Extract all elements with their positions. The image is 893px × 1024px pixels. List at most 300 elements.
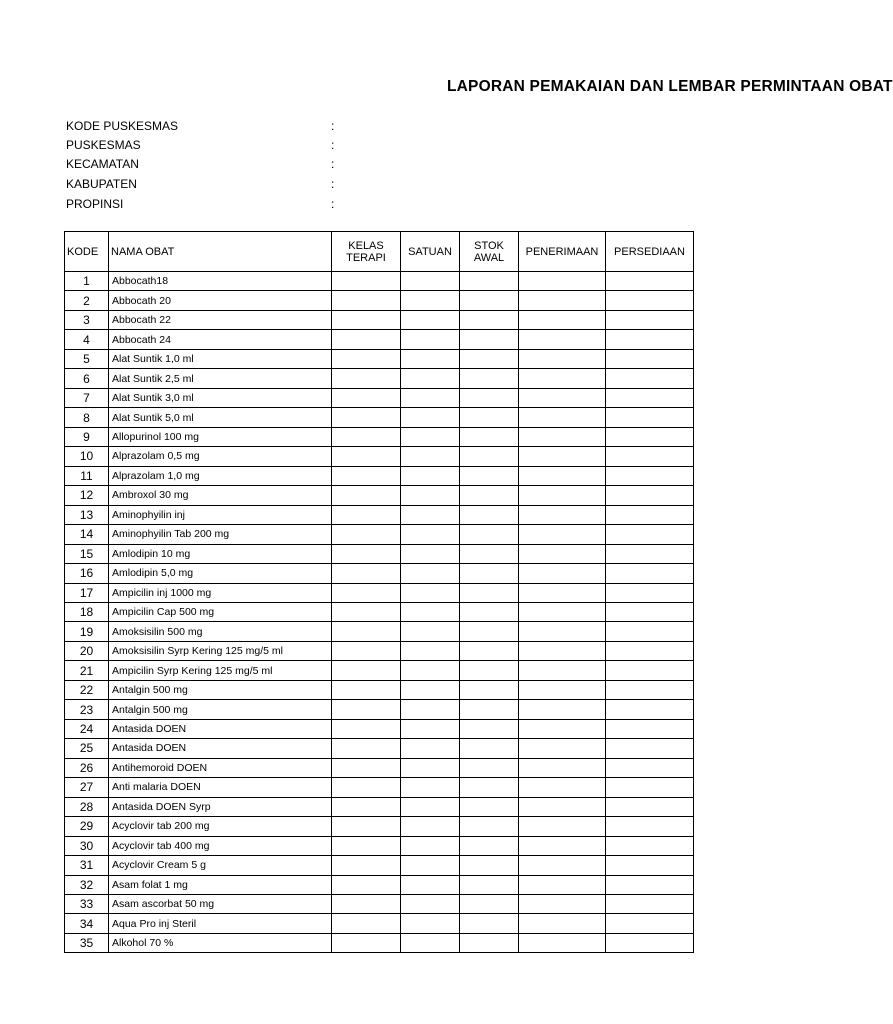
table-row xyxy=(65,466,694,485)
cell-kelas-terapi xyxy=(332,641,401,660)
drug-name-cell: Abbocath 24 xyxy=(109,330,332,349)
drug-name-cell: Anti malaria DOEN xyxy=(109,778,332,797)
cell-stok-awal xyxy=(460,622,519,641)
cell-satuan xyxy=(401,933,460,952)
table-row xyxy=(65,525,694,544)
cell-kelas-terapi xyxy=(332,330,401,349)
cell-kelas-terapi xyxy=(332,447,401,466)
row-number: 30 xyxy=(65,836,109,855)
row-number: 14 xyxy=(65,525,109,544)
cell-penerimaan xyxy=(519,797,606,816)
cell-penerimaan xyxy=(519,758,606,777)
cell-penerimaan xyxy=(519,739,606,758)
cell-penerimaan xyxy=(519,602,606,621)
cell-satuan xyxy=(401,388,460,407)
cell-satuan xyxy=(401,797,460,816)
table-row xyxy=(65,310,694,329)
cell-penerimaan xyxy=(519,447,606,466)
cell-penerimaan xyxy=(519,817,606,836)
cell-persediaan xyxy=(606,525,694,544)
table-row xyxy=(65,583,694,602)
drug-name-cell: Abbocath 20 xyxy=(109,291,332,310)
cell-penerimaan xyxy=(519,486,606,505)
table-row xyxy=(65,856,694,875)
cell-persediaan xyxy=(606,447,694,466)
row-number: 13 xyxy=(65,505,109,524)
cell-persediaan xyxy=(606,797,694,816)
drug-name-cell: Amlodipin 5,0 mg xyxy=(109,564,332,583)
cell-persediaan xyxy=(606,427,694,446)
drug-name-cell: Alprazolam 1,0 mg xyxy=(109,466,332,485)
cell-kelas-terapi xyxy=(332,564,401,583)
drug-name-cell: Acyclovir tab 400 mg xyxy=(109,836,332,855)
table-row xyxy=(65,564,694,583)
row-number: 19 xyxy=(65,622,109,641)
drug-name-cell: Alat Suntik 1,0 ml xyxy=(109,349,332,368)
cell-stok-awal xyxy=(460,895,519,914)
table-row xyxy=(65,369,694,388)
header-kelas-line1: KELAS xyxy=(348,239,384,252)
cell-stok-awal xyxy=(460,544,519,563)
cell-penerimaan xyxy=(519,933,606,952)
row-number: 4 xyxy=(65,330,109,349)
drug-name-cell: Asam folat 1 mg xyxy=(109,875,332,894)
table-row xyxy=(65,505,694,524)
cell-persediaan xyxy=(606,505,694,524)
cell-persediaan xyxy=(606,388,694,407)
cell-kelas-terapi xyxy=(332,544,401,563)
cell-kelas-terapi xyxy=(332,349,401,368)
cell-satuan xyxy=(401,817,460,836)
table-row xyxy=(65,544,694,563)
cell-satuan xyxy=(401,583,460,602)
cell-persediaan xyxy=(606,291,694,310)
cell-persediaan xyxy=(606,583,694,602)
drug-name-cell: Aqua Pro inj Steril xyxy=(109,914,332,933)
table-row xyxy=(65,817,694,836)
cell-persediaan xyxy=(606,895,694,914)
cell-stok-awal xyxy=(460,641,519,660)
cell-penerimaan xyxy=(519,349,606,368)
row-number: 31 xyxy=(65,856,109,875)
cell-stok-awal xyxy=(460,836,519,855)
header-kelas-line2: TERAPI xyxy=(346,251,386,264)
table-row xyxy=(65,602,694,621)
cell-persediaan xyxy=(606,349,694,368)
cell-stok-awal xyxy=(460,856,519,875)
table-row xyxy=(65,797,694,816)
info-colon: : xyxy=(331,157,335,171)
row-number: 26 xyxy=(65,758,109,777)
table-row xyxy=(65,622,694,641)
info-label: KECAMATAN xyxy=(66,157,139,171)
cell-satuan xyxy=(401,758,460,777)
cell-stok-awal xyxy=(460,680,519,699)
drug-name-cell: Antasida DOEN xyxy=(109,719,332,738)
cell-persediaan xyxy=(606,622,694,641)
table-row xyxy=(65,836,694,855)
drug-name-cell: Ampicilin Syrp Kering 125 mg/5 ml xyxy=(109,661,332,680)
report-title: LAPORAN PEMAKAIAN DAN LEMBAR PERMINTAAN OBAT xyxy=(447,78,893,95)
row-number: 21 xyxy=(65,661,109,680)
cell-stok-awal xyxy=(460,817,519,836)
cell-kelas-terapi xyxy=(332,272,401,291)
row-number: 27 xyxy=(65,778,109,797)
cell-satuan xyxy=(401,641,460,660)
drug-name-cell: Antasida DOEN xyxy=(109,739,332,758)
drug-name-cell: Aminophyilin Tab 200 mg xyxy=(109,525,332,544)
row-number: 18 xyxy=(65,602,109,621)
cell-persediaan xyxy=(606,602,694,621)
cell-kelas-terapi xyxy=(332,310,401,329)
row-number: 20 xyxy=(65,641,109,660)
cell-satuan xyxy=(401,856,460,875)
cell-satuan xyxy=(401,739,460,758)
info-row-propinsi xyxy=(66,195,335,213)
cell-stok-awal xyxy=(460,447,519,466)
info-row-kode-puskesmas xyxy=(66,117,335,135)
cell-kelas-terapi xyxy=(332,486,401,505)
cell-satuan xyxy=(401,466,460,485)
table-row xyxy=(65,349,694,368)
info-colon: : xyxy=(331,177,335,191)
header-stok-line1: STOK xyxy=(474,239,504,252)
cell-kelas-terapi xyxy=(332,583,401,602)
cell-stok-awal xyxy=(460,583,519,602)
row-number: 33 xyxy=(65,895,109,914)
info-label: PROPINSI xyxy=(66,197,124,211)
row-number: 12 xyxy=(65,486,109,505)
cell-persediaan xyxy=(606,641,694,660)
cell-persediaan xyxy=(606,700,694,719)
table-row xyxy=(65,914,694,933)
cell-kelas-terapi xyxy=(332,525,401,544)
cell-penerimaan xyxy=(519,700,606,719)
cell-kelas-terapi xyxy=(332,602,401,621)
cell-stok-awal xyxy=(460,486,519,505)
cell-persediaan xyxy=(606,310,694,329)
cell-penerimaan xyxy=(519,836,606,855)
cell-penerimaan xyxy=(519,466,606,485)
table-row xyxy=(65,641,694,660)
cell-penerimaan xyxy=(519,388,606,407)
drug-name-cell: Ampicilin Cap 500 mg xyxy=(109,602,332,621)
cell-satuan xyxy=(401,310,460,329)
cell-kelas-terapi xyxy=(332,622,401,641)
cell-stok-awal xyxy=(460,719,519,738)
row-number: 23 xyxy=(65,700,109,719)
table-header-row xyxy=(65,232,694,272)
cell-penerimaan xyxy=(519,330,606,349)
cell-persediaan xyxy=(606,330,694,349)
row-number: 9 xyxy=(65,427,109,446)
header-satuan: SATUAN xyxy=(401,232,460,272)
row-number: 6 xyxy=(65,369,109,388)
cell-kelas-terapi xyxy=(332,797,401,816)
cell-penerimaan xyxy=(519,641,606,660)
cell-satuan xyxy=(401,330,460,349)
cell-penerimaan xyxy=(519,719,606,738)
cell-penerimaan xyxy=(519,778,606,797)
cell-stok-awal xyxy=(460,388,519,407)
cell-persediaan xyxy=(606,719,694,738)
cell-kelas-terapi xyxy=(332,739,401,758)
drug-name-cell: Alat Suntik 3,0 ml xyxy=(109,388,332,407)
table-row xyxy=(65,719,694,738)
row-number: 15 xyxy=(65,544,109,563)
cell-stok-awal xyxy=(460,797,519,816)
cell-penerimaan xyxy=(519,895,606,914)
cell-kelas-terapi xyxy=(332,408,401,427)
cell-stok-awal xyxy=(460,661,519,680)
cell-kelas-terapi xyxy=(332,875,401,894)
info-row-kabupaten xyxy=(66,175,335,193)
table-row xyxy=(65,427,694,446)
cell-penerimaan xyxy=(519,369,606,388)
cell-stok-awal xyxy=(460,466,519,485)
cell-kelas-terapi xyxy=(332,369,401,388)
drug-name-cell: Alprazolam 0,5 mg xyxy=(109,447,332,466)
cell-persediaan xyxy=(606,856,694,875)
row-number: 1 xyxy=(65,272,109,291)
row-number: 2 xyxy=(65,291,109,310)
cell-satuan xyxy=(401,661,460,680)
cell-satuan xyxy=(401,914,460,933)
cell-stok-awal xyxy=(460,933,519,952)
cell-kelas-terapi xyxy=(332,758,401,777)
header-penerimaan: PENERIMAAN xyxy=(519,232,606,272)
cell-penerimaan xyxy=(519,622,606,641)
table-row xyxy=(65,272,694,291)
table-row xyxy=(65,739,694,758)
cell-satuan xyxy=(401,369,460,388)
drug-name-cell: Allopurinol 100 mg xyxy=(109,427,332,446)
cell-stok-awal xyxy=(460,739,519,758)
cell-persediaan xyxy=(606,817,694,836)
cell-stok-awal xyxy=(460,272,519,291)
header-stok-awal xyxy=(460,232,519,272)
row-number: 11 xyxy=(65,466,109,485)
cell-stok-awal xyxy=(460,310,519,329)
row-number: 10 xyxy=(65,447,109,466)
drug-name-cell: Amoksisilin Syrp Kering 125 mg/5 ml xyxy=(109,641,332,660)
cell-persediaan xyxy=(606,836,694,855)
info-row-puskesmas xyxy=(66,136,335,154)
cell-persediaan xyxy=(606,778,694,797)
row-number: 29 xyxy=(65,817,109,836)
cell-satuan xyxy=(401,719,460,738)
cell-persediaan xyxy=(606,680,694,699)
row-number: 25 xyxy=(65,739,109,758)
table-row xyxy=(65,680,694,699)
cell-stok-awal xyxy=(460,564,519,583)
cell-persediaan xyxy=(606,408,694,427)
header-persediaan: PERSEDIAAN xyxy=(606,232,694,272)
cell-persediaan xyxy=(606,739,694,758)
cell-satuan xyxy=(401,447,460,466)
cell-satuan xyxy=(401,408,460,427)
row-number: 7 xyxy=(65,388,109,407)
row-number: 35 xyxy=(65,933,109,952)
drug-name-cell: Acyclovir Cream 5 g xyxy=(109,856,332,875)
drug-name-cell: Ampicilin inj 1000 mg xyxy=(109,583,332,602)
cell-satuan xyxy=(401,544,460,563)
cell-penerimaan xyxy=(519,408,606,427)
row-number: 3 xyxy=(65,310,109,329)
cell-satuan xyxy=(401,427,460,446)
cell-stok-awal xyxy=(460,427,519,446)
header-kode: KODE xyxy=(65,232,109,272)
cell-kelas-terapi xyxy=(332,933,401,952)
drug-name-cell: Alat Suntik 5,0 ml xyxy=(109,408,332,427)
cell-stok-awal xyxy=(460,291,519,310)
cell-stok-awal xyxy=(460,700,519,719)
cell-penerimaan xyxy=(519,505,606,524)
drug-name-cell: Amlodipin 10 mg xyxy=(109,544,332,563)
cell-persediaan xyxy=(606,564,694,583)
row-number: 5 xyxy=(65,349,109,368)
cell-satuan xyxy=(401,291,460,310)
cell-kelas-terapi xyxy=(332,719,401,738)
cell-kelas-terapi xyxy=(332,895,401,914)
info-colon: : xyxy=(331,197,335,211)
cell-satuan xyxy=(401,349,460,368)
cell-persediaan xyxy=(606,661,694,680)
table-row xyxy=(65,700,694,719)
drug-name-cell: Abbocath18 xyxy=(109,272,332,291)
table-row xyxy=(65,875,694,894)
info-label: KODE PUSKESMAS xyxy=(66,119,179,133)
cell-stok-awal xyxy=(460,778,519,797)
drug-name-cell: Antalgin 500 mg xyxy=(109,700,332,719)
cell-penerimaan xyxy=(519,310,606,329)
drug-name-cell: Acyclovir tab 200 mg xyxy=(109,817,332,836)
cell-penerimaan xyxy=(519,680,606,699)
info-row-kecamatan xyxy=(66,155,335,173)
cell-stok-awal xyxy=(460,330,519,349)
row-number: 34 xyxy=(65,914,109,933)
cell-satuan xyxy=(401,680,460,699)
cell-satuan xyxy=(401,778,460,797)
table-row xyxy=(65,408,694,427)
table-row xyxy=(65,933,694,952)
cell-persediaan xyxy=(606,933,694,952)
cell-persediaan xyxy=(606,486,694,505)
row-number: 8 xyxy=(65,408,109,427)
row-number: 24 xyxy=(65,719,109,738)
cell-persediaan xyxy=(606,875,694,894)
table-row xyxy=(65,447,694,466)
info-colon: : xyxy=(331,119,335,133)
cell-kelas-terapi xyxy=(332,505,401,524)
drug-name-cell: Antasida DOEN Syrp xyxy=(109,797,332,816)
cell-kelas-terapi xyxy=(332,388,401,407)
cell-persediaan xyxy=(606,914,694,933)
cell-kelas-terapi xyxy=(332,836,401,855)
cell-stok-awal xyxy=(460,875,519,894)
drug-name-cell: Alkohol 70 % xyxy=(109,933,332,952)
cell-stok-awal xyxy=(460,914,519,933)
cell-penerimaan xyxy=(519,564,606,583)
cell-penerimaan xyxy=(519,583,606,602)
table-row xyxy=(65,895,694,914)
cell-penerimaan xyxy=(519,272,606,291)
cell-kelas-terapi xyxy=(332,856,401,875)
cell-stok-awal xyxy=(460,758,519,777)
cell-kelas-terapi xyxy=(332,778,401,797)
cell-penerimaan xyxy=(519,875,606,894)
cell-stok-awal xyxy=(460,602,519,621)
header-nama-obat: NAMA OBAT xyxy=(109,232,332,272)
cell-stok-awal xyxy=(460,408,519,427)
cell-penerimaan xyxy=(519,544,606,563)
info-colon: : xyxy=(331,138,335,152)
cell-satuan xyxy=(401,486,460,505)
cell-penerimaan xyxy=(519,856,606,875)
cell-satuan xyxy=(401,700,460,719)
cell-kelas-terapi xyxy=(332,680,401,699)
table-row xyxy=(65,486,694,505)
cell-stok-awal xyxy=(460,369,519,388)
drug-name-cell: Amoksisilin 500 mg xyxy=(109,622,332,641)
drug-name-cell: Ambroxol 30 mg xyxy=(109,486,332,505)
cell-satuan xyxy=(401,836,460,855)
cell-kelas-terapi xyxy=(332,700,401,719)
table-row xyxy=(65,661,694,680)
drug-name-cell: Antihemoroid DOEN xyxy=(109,758,332,777)
drug-name-cell: Abbocath 22 xyxy=(109,310,332,329)
cell-persediaan xyxy=(606,758,694,777)
cell-satuan xyxy=(401,895,460,914)
cell-kelas-terapi xyxy=(332,914,401,933)
table-body xyxy=(65,272,694,953)
cell-satuan xyxy=(401,564,460,583)
drug-name-cell: Antalgin 500 mg xyxy=(109,680,332,699)
cell-stok-awal xyxy=(460,505,519,524)
cell-persediaan xyxy=(606,544,694,563)
header-stok-line2: AWAL xyxy=(473,251,505,264)
table-row xyxy=(65,330,694,349)
cell-stok-awal xyxy=(460,349,519,368)
cell-kelas-terapi xyxy=(332,291,401,310)
info-label: KABUPATEN xyxy=(66,177,137,191)
cell-satuan xyxy=(401,272,460,291)
cell-persediaan xyxy=(606,272,694,291)
cell-kelas-terapi xyxy=(332,817,401,836)
header-kelas-terapi xyxy=(332,232,401,272)
cell-penerimaan xyxy=(519,427,606,446)
cell-penerimaan xyxy=(519,661,606,680)
cell-persediaan xyxy=(606,369,694,388)
cell-penerimaan xyxy=(519,291,606,310)
cell-penerimaan xyxy=(519,525,606,544)
cell-kelas-terapi xyxy=(332,661,401,680)
cell-satuan xyxy=(401,622,460,641)
cell-kelas-terapi xyxy=(332,427,401,446)
cell-satuan xyxy=(401,602,460,621)
row-number: 22 xyxy=(65,680,109,699)
drug-name-cell: Asam ascorbat 50 mg xyxy=(109,895,332,914)
table-row xyxy=(65,291,694,310)
row-number: 32 xyxy=(65,875,109,894)
drug-name-cell: Alat Suntik 2,5 ml xyxy=(109,369,332,388)
row-number: 17 xyxy=(65,583,109,602)
cell-satuan xyxy=(401,525,460,544)
table-row xyxy=(65,388,694,407)
cell-kelas-terapi xyxy=(332,466,401,485)
cell-satuan xyxy=(401,875,460,894)
cell-satuan xyxy=(401,505,460,524)
